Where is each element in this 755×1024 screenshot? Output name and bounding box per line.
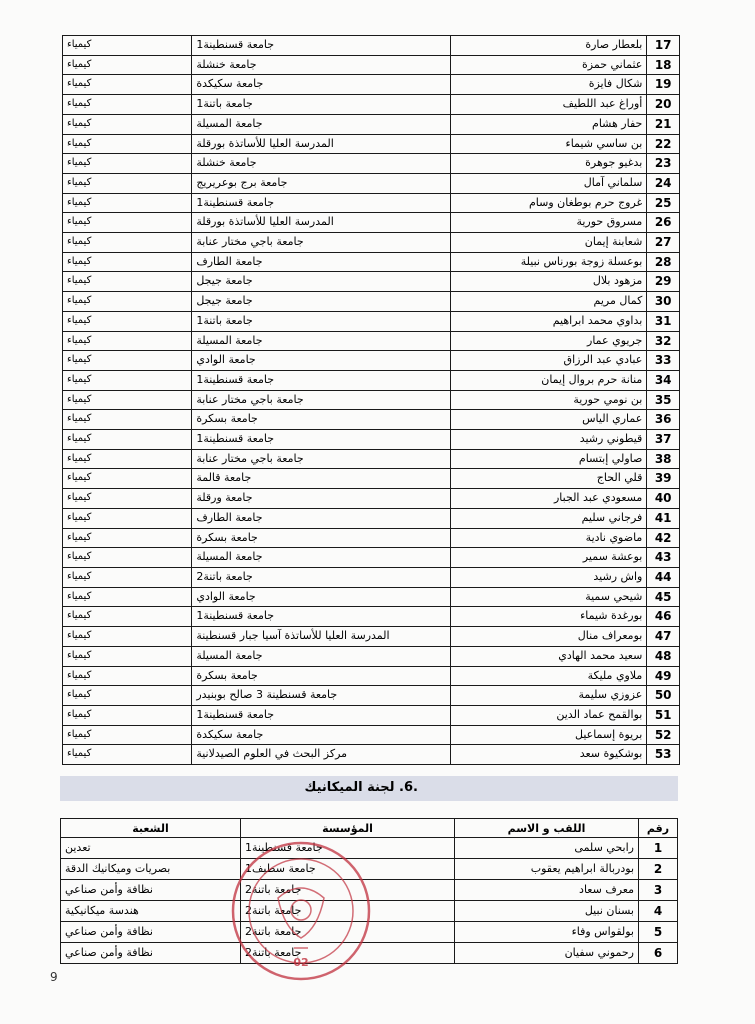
row-number: 49 (647, 666, 680, 686)
table-row (63, 430, 680, 450)
member-name: سعيد محمد الهادي (451, 646, 647, 666)
specialty: كيمياء (63, 686, 192, 706)
institution: جامعة برج بوعريريج (192, 173, 451, 193)
institution: جامعة باتنة2 (241, 922, 455, 943)
row-number: 50 (647, 686, 680, 706)
header-specialty: الشعبة (61, 819, 241, 838)
row-number: 51 (647, 705, 680, 725)
member-name: رابحي سلمى (455, 838, 639, 859)
row-number: 26 (647, 213, 680, 233)
table-row (63, 55, 680, 75)
member-name: حفار هشام (451, 114, 647, 134)
table-row (63, 449, 680, 469)
table-row (63, 213, 680, 233)
institution: جامعة قسنطينة1 (192, 430, 451, 450)
header-num: رقم (639, 819, 678, 838)
specialty: كيمياء (63, 607, 192, 627)
table-row (63, 390, 680, 410)
institution: جامعة المسيلة (192, 114, 451, 134)
table-row (63, 154, 680, 174)
specialty: كيمياء (63, 567, 192, 587)
specialty: كيمياء (63, 55, 192, 75)
institution: جامعة باتنة1 (192, 311, 451, 331)
row-number: 34 (647, 370, 680, 390)
specialty: كيمياء (63, 705, 192, 725)
specialty: كيمياء (63, 173, 192, 193)
row-number: 24 (647, 173, 680, 193)
row-number: 4 (639, 901, 678, 922)
row-number: 28 (647, 252, 680, 272)
table-row (63, 725, 680, 745)
institution: جامعة المسيلة (192, 548, 451, 568)
specialty: كيمياء (63, 114, 192, 134)
specialty: كيمياء (63, 75, 192, 95)
row-number: 48 (647, 646, 680, 666)
institution: جامعة بسكرة (192, 410, 451, 430)
specialty: كيمياء (63, 430, 192, 450)
row-number: 32 (647, 331, 680, 351)
institution: جامعة الوادي (192, 351, 451, 371)
table-row (63, 272, 680, 292)
member-name: بومعراف منال (451, 627, 647, 647)
header-name: اللقب و الاسم (455, 819, 639, 838)
specialty: كيمياء (63, 390, 192, 410)
specialty: كيمياء (63, 154, 192, 174)
specialty: كيمياء (63, 36, 192, 56)
row-number: 35 (647, 390, 680, 410)
specialty: كيمياء (63, 587, 192, 607)
specialty: كيمياء (63, 627, 192, 647)
specialty: كيمياء (63, 725, 192, 745)
row-number: 18 (647, 55, 680, 75)
member-name: مسروق حورية (451, 213, 647, 233)
table-row (63, 233, 680, 253)
institution: جامعة بسكرة (192, 528, 451, 548)
table-row (63, 627, 680, 647)
section-title: .6. لجنة الميكانيك (304, 780, 418, 795)
member-name: سلماني آمال (451, 173, 647, 193)
institution: جامعة قسنطينة1 (192, 607, 451, 627)
institution: جامعة باجي مختار عنابة (192, 390, 451, 410)
row-number: 22 (647, 134, 680, 154)
table-row (63, 252, 680, 272)
member-name: بورغدة شيماء (451, 607, 647, 627)
table-row (63, 705, 680, 725)
specialty: كيمياء (63, 410, 192, 430)
table-row (63, 528, 680, 548)
table-row (63, 646, 680, 666)
table-row (63, 173, 680, 193)
specialty: كيمياء (63, 508, 192, 528)
table-row (63, 311, 680, 331)
specialty: كيمياء (63, 745, 192, 765)
table-row (63, 548, 680, 568)
institution: جامعة بسكرة (192, 666, 451, 686)
member-name: منانة حرم بروال إيمان (451, 370, 647, 390)
specialty: كيمياء (63, 351, 192, 371)
row-number: 2 (639, 859, 678, 880)
row-number: 5 (639, 922, 678, 943)
institution: جامعة باتنة2 (192, 567, 451, 587)
specialty: نظافة وأمن صناعي (61, 880, 241, 901)
row-number: 25 (647, 193, 680, 213)
institution: جامعة قسنطينة1 (192, 705, 451, 725)
member-name: جريوي عمار (451, 331, 647, 351)
specialty: كيمياء (63, 95, 192, 115)
institution: جامعة خنشلة (192, 55, 451, 75)
specialty: كيمياء (63, 134, 192, 154)
member-name: شكال فايزة (451, 75, 647, 95)
institution: جامعة قسنطينة 3 صالح بوبنيدر (192, 686, 451, 706)
member-name: بريوة إسماعيل (451, 725, 647, 745)
row-number: 47 (647, 627, 680, 647)
row-number: 39 (647, 469, 680, 489)
row-number: 52 (647, 725, 680, 745)
table-row (63, 666, 680, 686)
specialty: نظافة وأمن صناعي (61, 922, 241, 943)
table-row (63, 370, 680, 390)
institution: المدرسة العليا للأساتذة آسيا جبار قسنطينة (192, 627, 451, 647)
row-number: 20 (647, 95, 680, 115)
member-name: بوعسلة زوجة بورناس نبيلة (451, 252, 647, 272)
institution: جامعة جيجل (192, 272, 451, 292)
member-name: ماضوي نادية (451, 528, 647, 548)
institution: جامعة ورقلة (192, 489, 451, 509)
member-name: عماري الياس (451, 410, 647, 430)
row-number: 43 (647, 548, 680, 568)
table-row (63, 95, 680, 115)
row-number: 3 (639, 880, 678, 901)
institution: جامعة الطارف (192, 252, 451, 272)
institution: جامعة قسنطينة1 (192, 36, 451, 56)
table-row (63, 508, 680, 528)
institution: جامعة قسنطينة1 (192, 193, 451, 213)
specialty: نظافة وأمن صناعي (61, 943, 241, 964)
member-name: قلي الحاج (451, 469, 647, 489)
row-number: 29 (647, 272, 680, 292)
institution: جامعة خنشلة (192, 154, 451, 174)
table-row (63, 193, 680, 213)
row-number: 46 (647, 607, 680, 627)
row-number: 19 (647, 75, 680, 95)
row-number: 33 (647, 351, 680, 371)
specialty: كيمياء (63, 489, 192, 509)
table-row (63, 134, 680, 154)
member-name: بن ساسي شيماء (451, 134, 647, 154)
institution: جامعة باتنة2 (241, 943, 455, 964)
table-row (63, 114, 680, 134)
table-row (63, 331, 680, 351)
row-number: 6 (639, 943, 678, 964)
member-name: بدغيو جوهرة (451, 154, 647, 174)
specialty: كيمياء (63, 252, 192, 272)
header-institution: المؤسسة (241, 819, 455, 838)
specialty: كيمياء (63, 370, 192, 390)
specialty: كيمياء (63, 646, 192, 666)
institution: المدرسة العليا للأساتذة بورقلة (192, 134, 451, 154)
member-name: فرجاني سليم (451, 508, 647, 528)
table-row (63, 686, 680, 706)
member-name: عثماني حمزة (451, 55, 647, 75)
page-number: 9 (50, 970, 58, 984)
member-name: بسنان نبيل (455, 901, 639, 922)
table-row (63, 36, 680, 56)
institution: جامعة باتنة1 (192, 95, 451, 115)
member-name: بداوي محمد ابراهيم (451, 311, 647, 331)
specialty: هندسة ميكانيكية (61, 901, 241, 922)
institution: المدرسة العليا للأساتذة بورقلة (192, 213, 451, 233)
official-stamp (228, 838, 374, 984)
member-name: مزهود بلال (451, 272, 647, 292)
row-number: 31 (647, 311, 680, 331)
institution: جامعة باتنة2 (241, 880, 455, 901)
member-name: بوالقمح عماد الدين (451, 705, 647, 725)
institution: جامعة الطارف (192, 508, 451, 528)
table-row (63, 567, 680, 587)
member-name: شعابنة إيمان (451, 233, 647, 253)
institution: جامعة باجي مختار عنابة (192, 449, 451, 469)
member-name: واش رشيد (451, 567, 647, 587)
specialty: بصريات وميكانيك الدقة (61, 859, 241, 880)
member-name: بلعطار صارة (451, 36, 647, 56)
institution: جامعة المسيلة (192, 646, 451, 666)
row-number: 37 (647, 430, 680, 450)
stamp-number: 02 (293, 956, 309, 969)
row-number: 23 (647, 154, 680, 174)
specialty: كيمياء (63, 331, 192, 351)
table-row (63, 607, 680, 627)
specialty: كيمياء (63, 292, 192, 312)
table-row (63, 587, 680, 607)
institution: مركز البحث في العلوم الصيدلانية (192, 745, 451, 765)
member-name: غروج حرم بوطغان وسام (451, 193, 647, 213)
row-number: 44 (647, 567, 680, 587)
specialty: كيمياء (63, 469, 192, 489)
institution: جامعة سطيف1 (241, 859, 455, 880)
row-number: 45 (647, 587, 680, 607)
specialty: كيمياء (63, 213, 192, 233)
member-name: بودربالة ابراهيم يعقوب (455, 859, 639, 880)
specialty: كيمياء (63, 193, 192, 213)
section-heading-band (60, 776, 678, 801)
chemistry-committee-table (62, 35, 680, 765)
table-row (63, 410, 680, 430)
specialty: كيمياء (63, 449, 192, 469)
row-number: 42 (647, 528, 680, 548)
member-name: بن نومي حورية (451, 390, 647, 410)
institution: جامعة سكيكدة (192, 725, 451, 745)
row-number: 53 (647, 745, 680, 765)
table-row (63, 351, 680, 371)
institution: جامعة الوادي (192, 587, 451, 607)
member-name: مسعودي عبد الجبار (451, 489, 647, 509)
table-row (63, 292, 680, 312)
specialty: كيمياء (63, 666, 192, 686)
specialty: كيمياء (63, 272, 192, 292)
member-name: كمال مريم (451, 292, 647, 312)
member-name: ملاوي مليكة (451, 666, 647, 686)
institution: جامعة جيجل (192, 292, 451, 312)
member-name: معرف سعاد (455, 880, 639, 901)
member-name: رحموني سفيان (455, 943, 639, 964)
table-row (63, 469, 680, 489)
row-number: 27 (647, 233, 680, 253)
institution: جامعة سكيكدة (192, 75, 451, 95)
institution: جامعة قسنطينة1 (241, 838, 455, 859)
member-name: عبادي عبد الرزاق (451, 351, 647, 371)
table-row (63, 489, 680, 509)
row-number: 1 (639, 838, 678, 859)
specialty: كيمياء (63, 233, 192, 253)
member-name: بوعشة سمير (451, 548, 647, 568)
member-name: أوراغ عبد اللطيف (451, 95, 647, 115)
specialty: كيمياء (63, 311, 192, 331)
row-number: 38 (647, 449, 680, 469)
institution: جامعة باتنة2 (241, 901, 455, 922)
row-number: 17 (647, 36, 680, 56)
table-row (63, 75, 680, 95)
institution: جامعة قسنطينة1 (192, 370, 451, 390)
table-header-row (61, 819, 678, 838)
member-name: عزوزي سليمة (451, 686, 647, 706)
member-name: قيطوني رشيد (451, 430, 647, 450)
row-number: 36 (647, 410, 680, 430)
institution: جامعة باجي مختار عنابة (192, 233, 451, 253)
specialty: تعدين (61, 838, 241, 859)
row-number: 21 (647, 114, 680, 134)
member-name: صاولي إبتسام (451, 449, 647, 469)
specialty: كيمياء (63, 528, 192, 548)
specialty: كيمياء (63, 548, 192, 568)
institution: جامعة المسيلة (192, 331, 451, 351)
member-name: بوشكيوة سعد (451, 745, 647, 765)
row-number: 30 (647, 292, 680, 312)
row-number: 40 (647, 489, 680, 509)
row-number: 41 (647, 508, 680, 528)
member-name: بولقواس وفاء (455, 922, 639, 943)
table-row (63, 745, 680, 765)
member-name: شيحي سمية (451, 587, 647, 607)
institution: جامعة قالمة (192, 469, 451, 489)
